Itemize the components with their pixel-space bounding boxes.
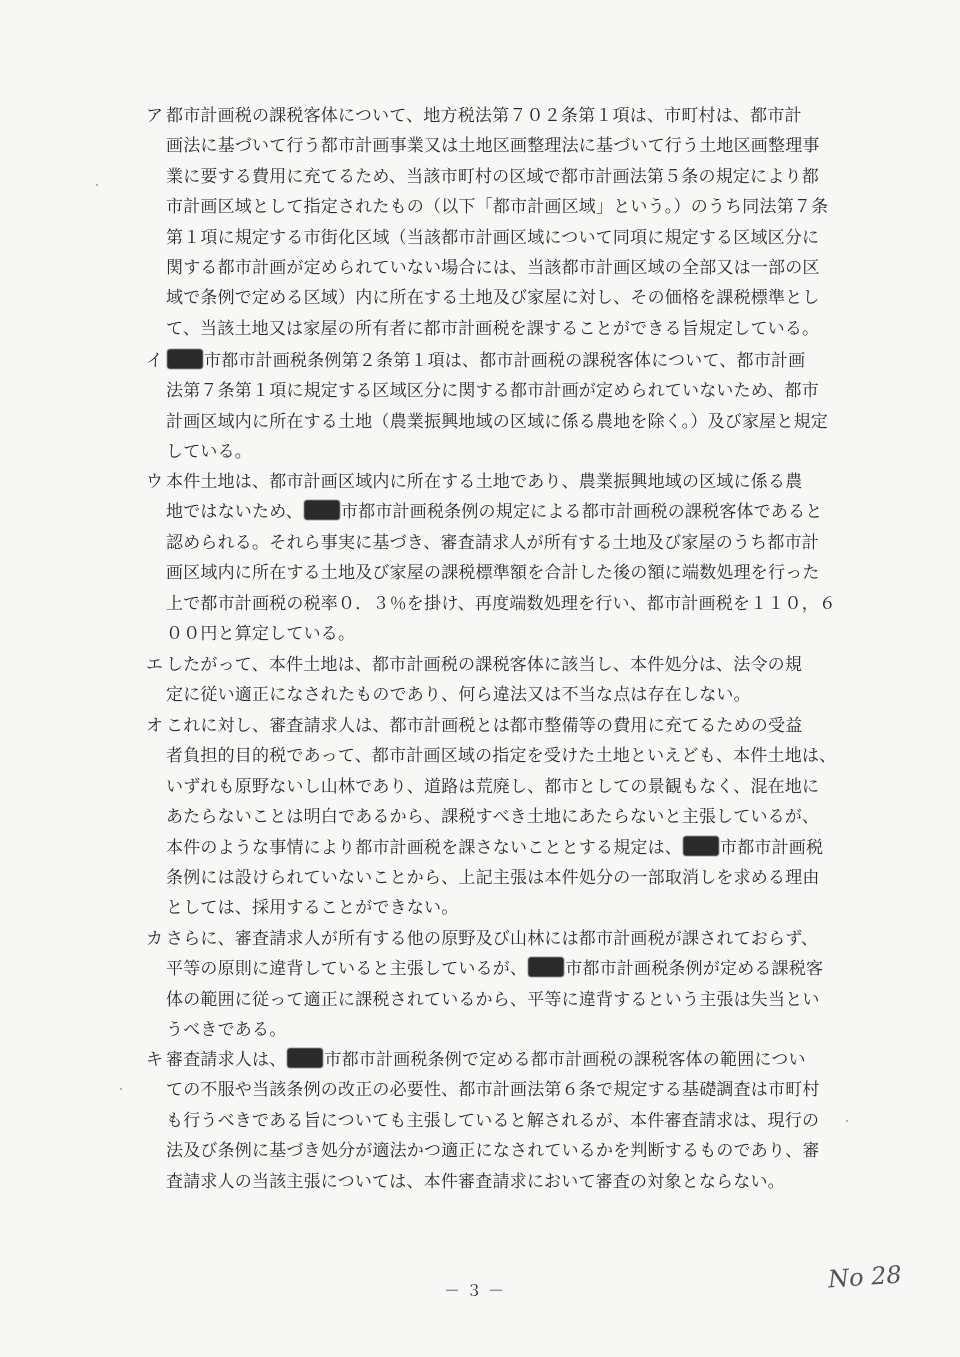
paragraph-marker: ウ [146, 472, 163, 492]
text-line: 画法に基づいて行う都市計画事業又は土地区画整理法に基づいて行う土地区画整理事 [166, 136, 820, 157]
text-line: 市計画区域として指定されたもの（以下「都市計画区域」という。）のうち同法第７条 [166, 197, 829, 218]
text-line: 上で都市計画税の税率０．３％を掛け、再度端数処理を行い、都市計画税を１１０，６ [166, 593, 837, 614]
paragraph-a [146, 101, 846, 344]
text-line: 都市計画税の課税客体について、地方税法第７０２条第１項は、市町村は、都市計 [166, 106, 802, 126]
paragraph-marker: オ [146, 716, 163, 736]
text-line: も行うべきである旨についても主張していると解されるが、本件審査請求は、現行の [166, 1110, 820, 1131]
text-line: 法及び条例に基づき処分が適法かつ適正になされているかを判断するものであり、審 [166, 1141, 820, 1162]
text-line: 本件土地は、都市計画区域内に所在する土地であり、農業振興地域の区域に係る農 [166, 472, 803, 492]
text-line: 関する都市計画が定められていない場合には、当該都市計画区域の全部又は一部の区 [166, 257, 820, 278]
text-segment: 平等の原則に違背していると主張しているが、 [166, 959, 528, 980]
text-segment: 本件のような事情により都市計画税を課さないこととする規定は、 [166, 837, 682, 858]
text-line [166, 954, 846, 984]
text-line [166, 346, 846, 376]
paragraph-marker: エ [146, 655, 163, 675]
text-segment: 市都市計画税条例第２条第１項は、都市計画税の課税客体について、都市計画 [204, 351, 806, 371]
scan-speck [96, 184, 98, 186]
text-line: これに対し、審査請求人は、都市計画税とは都市整備等の費用に充てるための受益 [166, 716, 803, 736]
text-line: 域で条例で定める区域）内に所在する土地及び家屋に対し、その価格を課税標準とし [166, 288, 820, 309]
text-line: 定に従い適正になされたものであり、何ら違法又は不当な点は存在しない。 [166, 685, 751, 706]
text-line: 者負担的目的税であって、都市計画区域の指定を受けた土地といえども、本件土地は、 [166, 746, 837, 767]
text-segment: 地ではないため、 [166, 502, 303, 523]
text-line: 第１項に規定する市街化区域（当該都市計画区域について同項に規定する区域区分に [166, 227, 820, 248]
text-line: としては、採用することができない。 [166, 898, 459, 919]
text-line: ての不服や当該条例の改正の必要性、都市計画法第６条で規定する基礎調査は市町村 [166, 1080, 820, 1101]
text-segment: 審査請求人は、 [166, 1050, 287, 1070]
text-line: 法第７条第１項に規定する区域区分に関する都市計画が定められていないため、都市 [166, 381, 819, 402]
text-line: うべきである。 [166, 1020, 287, 1041]
text-line [166, 833, 846, 863]
text-segment: 市都市計画税 [720, 837, 824, 858]
redaction-mark [528, 957, 564, 977]
text-line: 画区域内に所在する土地及び家屋の課税標準額を合計した後の額に端数処理を行った [166, 563, 820, 584]
text-line: 計画区域内に所在する土地（農業振興地域の区域に係る農地を除く。）及び家屋と規定 [166, 411, 828, 432]
paragraph-u [146, 467, 846, 649]
text-line [166, 1045, 846, 1075]
text-line: 査請求人の当該主張については、本件審査請求において審査の対象とならない。 [166, 1171, 785, 1192]
paragraph-marker: イ [146, 351, 163, 371]
redaction-mark [304, 500, 340, 520]
text-segment: 市都市計画税条例で定める都市計画税の課税客体の範囲につい [324, 1050, 806, 1070]
text-line: いずれも原野ないし山林であり、道路は荒廃し、都市としての景観もなく、混在地に [166, 776, 820, 797]
paragraph-marker: カ [146, 929, 163, 949]
text-line: あたらないことは明白であるから、課税すべき土地にあたらないと主張しているが、 [166, 807, 820, 828]
paragraph-marker: ア [146, 106, 163, 126]
text-line: 業に要する費用に充てるため、当該市町村の区域で都市計画法第５条の規定により都 [166, 166, 819, 187]
text-line [166, 497, 846, 527]
redaction-mark [287, 1048, 323, 1068]
text-line: 認められる。それら事実に基づき、審査請求人が所有する土地及び家屋のうち都市計 [166, 532, 819, 553]
scan-speck [120, 1088, 122, 1090]
text-line: さらに、審査請求人が所有する他の原野及び山林には都市計画税が課されておらず、 [166, 929, 819, 949]
paragraph-marker: キ [146, 1050, 163, 1070]
text-segment: 市都市計画税条例が定める課税客 [565, 959, 824, 980]
paragraph-e [146, 650, 846, 711]
paragraph-o [146, 711, 846, 924]
redaction-mark [167, 349, 203, 369]
redaction-mark [683, 836, 719, 856]
text-segment: 市都市計画税条例の規定による都市計画税の課税客体であると [340, 502, 823, 523]
text-line: している。 [166, 442, 252, 463]
paragraph-i [146, 346, 846, 468]
paragraph-ki [146, 1045, 846, 1197]
page-number: －３－ [444, 1281, 511, 1300]
handwritten-note: No 28 [827, 1260, 903, 1294]
text-line: 条例には設けられていないことから、上記主張は本件処分の一部取消しを求める理由 [166, 867, 820, 888]
text-line: したがって、本件土地は、都市計画税の課税客体に該当し、本件処分は、法令の規 [166, 655, 803, 675]
paragraph-ka [146, 924, 846, 1046]
scan-speck [846, 1120, 848, 1122]
text-line: ００円と算定している。 [166, 623, 356, 644]
text-line: て、当該土地又は家屋の所有者に都市計画税を課することができる旨規定している。 [166, 318, 820, 339]
text-line: 体の範囲に従って適正に課税されているから、平等に違背するという主張は失当とい [166, 989, 820, 1010]
